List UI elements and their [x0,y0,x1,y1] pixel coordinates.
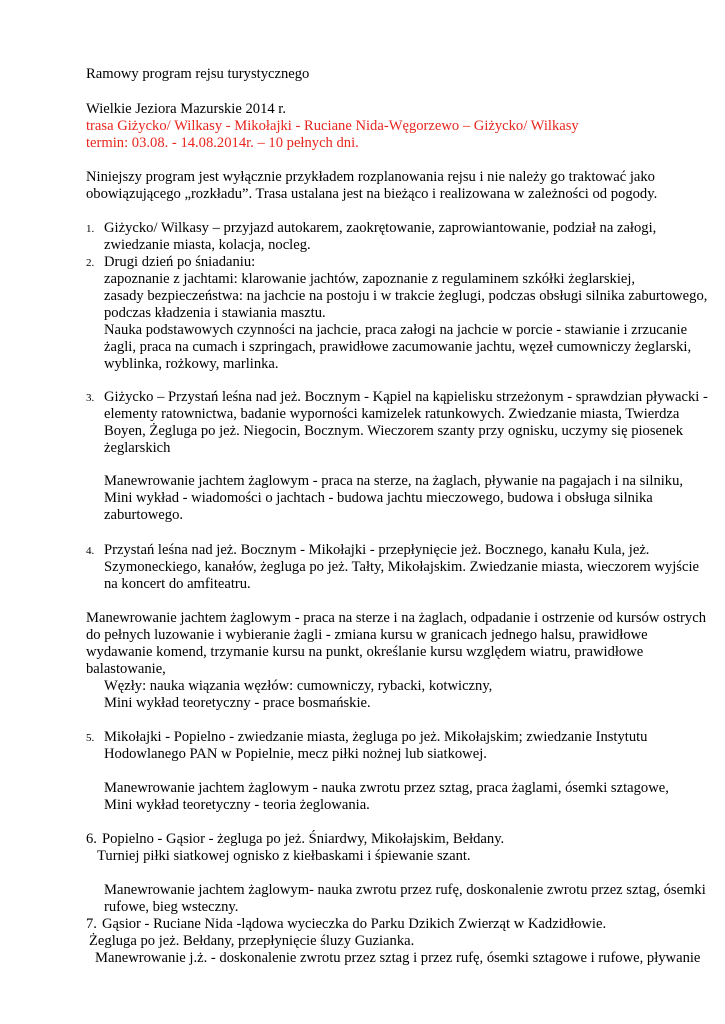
day-line: zasady bezpieczeństwa: na jachcie na postoju i w trakcie żeglugi, podczas obsługi silnika zaburtowego, [104,288,708,304]
day-extra-line: rufowe, bieg wsteczny. [104,899,239,915]
day-line: zapoznanie z jachtami: klarowanie jachtów, zapoznanie z regulaminem szkółki żeglarskiej, [104,271,636,287]
day-line: Giżycko/ Wilkasy – przyjazd autokarem, zaokrętowanie, zaprowiantowanie, podział na załogi, [104,220,657,236]
day-line: Żegluga po jeż. Bełdany, przepłynięcie śluzy Guzianka. [89,933,415,949]
day-line: Drugi dzień po śniadaniu: [104,254,256,270]
day-extra-line: Mini wykład teoretyczny - teoria żeglowania. [104,797,370,813]
day-line: podczas kładzenia i stawiania masztu. [104,305,326,321]
day-extra-line: wydawanie komend, trzymanie kursu na punkt, określanie kursu względem wiatru, prawidłowe [86,644,644,660]
day-number: 1. [86,223,95,235]
intro-line: obowiązującego „rozkładu”. Trasa ustalana jest na bieżąco i realizowana w zależności od pogody. [86,186,658,202]
day-number: 2. [86,257,95,269]
day-line: żeglarskich [104,440,171,456]
day-number: 6. [86,831,97,847]
day-extra-line: Manewrowanie jachtem żaglowym - nauka zwrotu przez sztag, praca żaglami, ósemki sztagowe, [104,780,669,796]
day-extra-line: Węzły: nauka wiązania węzłów: cumowniczy, rybacki, kotwiczny, [104,678,493,694]
day-line: Szymoneckiego, kanałów, żegluga po jeż. Tałty, Mikołajskim. Zwiedzanie miasta, wieczorem wyjście [104,559,699,575]
day-number: 4. [86,545,95,557]
document-subtitle: Wielkie Jeziora Mazurskie 2014 r. [86,101,287,117]
day-line: zwiedzanie miasta, kolacja, nocleg. [104,237,311,253]
day-extra-line: balastowanie, [86,661,166,677]
day-line: Hodowlanego PAN w Popielnie, mecz piłki nożnej lub siatkowej. [104,746,487,762]
day-line: Nauka podstawowych czynności na jachcie, praca załogi na jachcie w porcie - stawianie i zrzucanie [104,322,688,338]
day-line: Giżycko – Przystań leśna nad jeż. Bocznym - Kąpiel na kąpielisku strzeżonym - sprawdzian pływacki - [104,389,708,405]
day-line: Popielno - Gąsior - żegluga po jeż. Śniardwy, Mikołajskim, Bełdany. [102,831,505,847]
day-extra-line: Manewrowanie jachtem żaglowym - praca na sterze i na żaglach, odpadanie i ostrzenie od kursów ostrych [86,610,706,626]
day-extra-line: Mini wykład - wiadomości o jachtach - budowa jachtu mieczowego, budowa i obsługa silnika [104,490,653,506]
day-number: 3. [86,392,95,404]
day-line: elementy ratownictwa, badanie wyporności kamizelek ratunkowych. Zwiedzanie miasta, Twierdza [104,406,680,422]
day-number: 5. [86,732,95,744]
day-extra-line: Manewrowanie jachtem żaglowym - praca na sterze, na żaglach, pływanie na pagajach i na silniku, [104,473,684,489]
day-line: Przystań leśna nad jeż. Bocznym - Mikołajki - przepłynięcie jeż. Bocznego, kanału Kula, jeż. [104,542,650,558]
term-line: termin: 03.08. - 14.08.2014r. – 10 pełnych dni. [86,135,359,151]
day-number: 7. [86,916,97,932]
day-extra-line: Manewrowanie jachtem żaglowym- nauka zwrotu przez rufę, doskonalenie zwrotu przez sztag, ósemki [104,882,706,898]
intro-line: Niniejszy program jest wyłącznie przykładem rozplanowania rejsu i nie należy go traktować jako [86,169,655,185]
day-line: żagli, praca na cumach i szpringach, prawidłowe zacumowanie jachtu, węzeł cumowniczy żeglarski, [104,339,692,355]
route-line: trasa Giżycko/ Wilkasy - Mikołajki - Ruciane Nida-Węgorzewo – Giżycko/ Wilkasy [86,118,579,134]
day-extra-line: Mini wykład teoretyczny - prace bosmańskie. [104,695,371,711]
day-line: wyblinka, rożkowy, marlinka. [104,356,279,372]
day-line: Boyen, Żegluga po jeż. Niegocin, Bocznym. Wieczorem szanty przy ognisku, uczymy się piosenek [104,423,684,439]
day-extra-line: do pełnych luzowanie i wybieranie żagli - zmiana kursu w granicach jednego halsu, prawidłowe [86,627,648,643]
day-extra-line: zaburtowego. [104,507,184,523]
day-line: na koncert do amfiteatru. [104,576,251,592]
document-title: Ramowy program rejsu turystycznego [86,66,310,82]
day-line: Manewrowanie j.ż. - doskonalenie zwrotu przez sztag i przez rufę, ósemki sztagowe i rufowe, pływanie [95,950,701,966]
day-line: Gąsior - Ruciane Nida -lądowa wycieczka do Parku Dzikich Zwierząt w Kadzidłowie. [102,916,607,932]
day-line: Mikołajki - Popielno - zwiedzanie miasta, żegluga po jeż. Mikołajskim; zwiedzanie Instytutu [104,729,648,745]
day-line: Turniej piłki siatkowej ognisko z kiełbaskami i śpiewanie szant. [97,848,471,864]
